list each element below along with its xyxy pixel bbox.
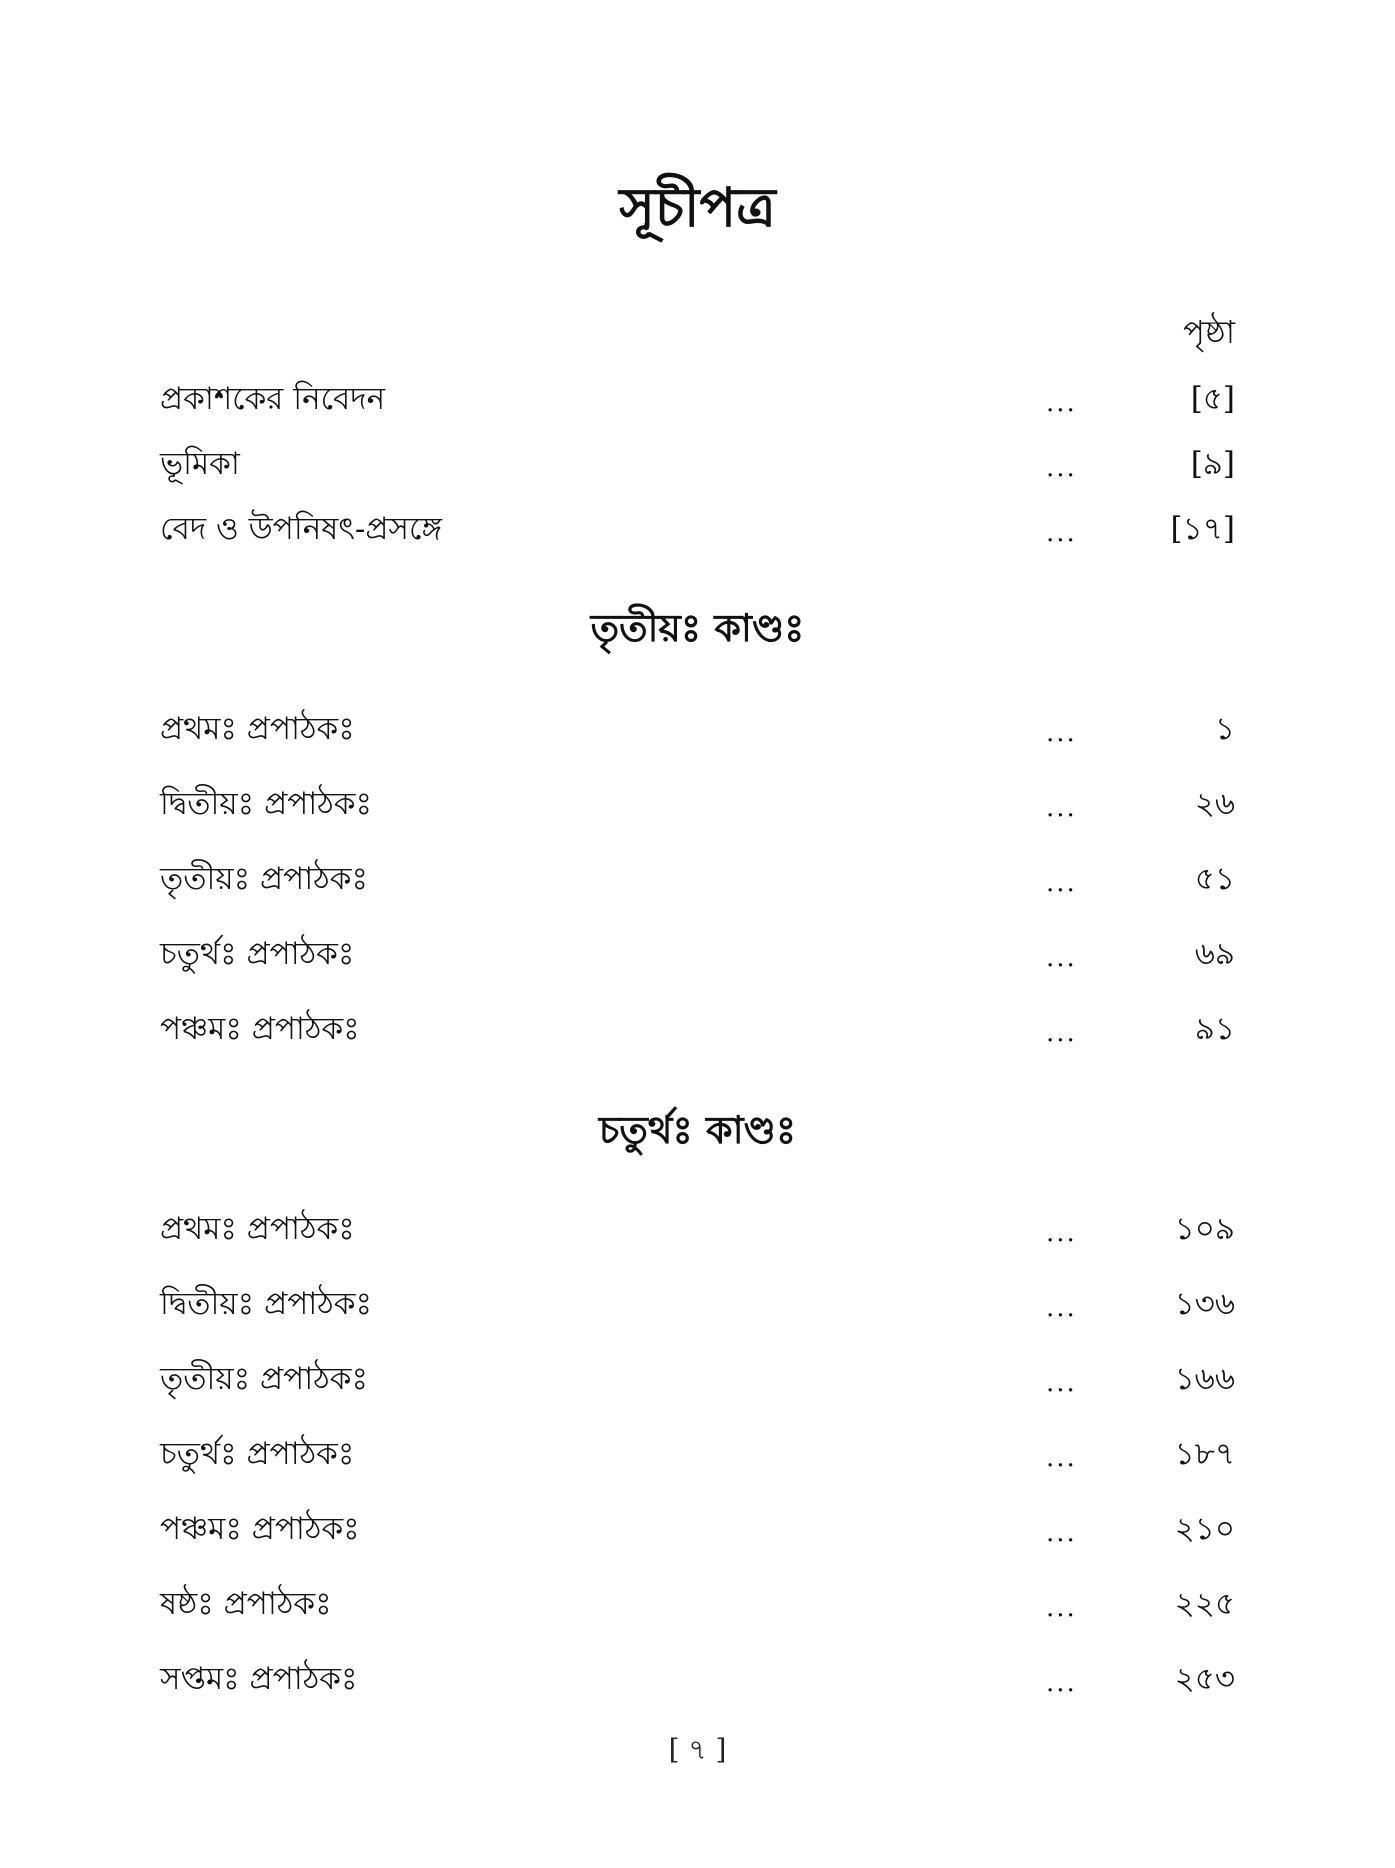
toc-leader-dots: ... [1046, 943, 1077, 973]
toc-entry [160, 1355, 1235, 1403]
toc-entry [160, 1205, 1235, 1253]
toc-entry [160, 1005, 1235, 1053]
toc-entry [160, 705, 1235, 753]
toc-leader-dots: ... [1046, 1593, 1077, 1623]
toc-entry-page: ১ [1214, 711, 1235, 747]
toc-entry-page: [৫] [1190, 381, 1235, 417]
toc-entry [160, 1430, 1235, 1478]
toc-entry-page: ১৩৬ [1174, 1286, 1235, 1322]
toc-entry [160, 505, 1235, 553]
section-heading: তৃতীয়ঃ কাণ্ডঃ [590, 605, 805, 650]
toc-entry-page: ২১০ [1174, 1511, 1235, 1547]
toc-entry [160, 930, 1235, 978]
toc-leader-dots: ... [1046, 1368, 1077, 1398]
toc-leader-dots: ... [1046, 1518, 1077, 1548]
section-heading: চতুর্থঃ কাণ্ডঃ [598, 1107, 797, 1152]
toc-entry-label: তৃতীয়ঃ প্রপাঠকঃ [160, 861, 368, 897]
toc-entry-label: ভূমিকা [160, 446, 240, 482]
toc-leader-dots: ... [1046, 1293, 1077, 1323]
toc-leader-dots: ... [1046, 1018, 1077, 1048]
toc-leader-dots: ... [1046, 453, 1077, 483]
toc-leader-dots: ... [1046, 1668, 1077, 1698]
toc-entry-page: ৯১ [1194, 1011, 1235, 1047]
toc-entry [160, 855, 1235, 903]
toc-entry [160, 440, 1235, 488]
toc-entry-page: ২৫৩ [1174, 1661, 1235, 1697]
toc-entry-label: দ্বিতীয়ঃ প্রপাঠকঃ [160, 786, 373, 822]
toc-entry-label: প্রথমঃ প্রপাঠকঃ [160, 1211, 355, 1247]
toc-entry-label: চতুর্থঃ প্রপাঠকঃ [160, 936, 355, 972]
toc-entry-label: পঞ্চমঃ প্রপাঠকঃ [160, 1011, 360, 1047]
page-title: সূচীপত্র [619, 175, 776, 239]
toc-entry-page: ১৮৭ [1174, 1436, 1235, 1472]
toc-leader-dots: ... [1046, 388, 1077, 418]
page-number-folio: [ ৭ ] [668, 1733, 727, 1766]
toc-entry-label: চতুর্থঃ প্রপাঠকঃ [160, 1436, 355, 1472]
toc-entry [160, 1280, 1235, 1328]
toc-entry-page: ১০৯ [1174, 1211, 1235, 1247]
toc-entry [160, 1580, 1235, 1628]
toc-entry-page: ২৬ [1194, 786, 1235, 822]
toc-entry-label: দ্বিতীয়ঃ প্রপাঠকঃ [160, 1286, 373, 1322]
toc-leader-dots: ... [1046, 1218, 1077, 1248]
toc-entry-label: সপ্তমঃ প্রপাঠকঃ [160, 1661, 358, 1697]
toc-entry-page: ৫১ [1194, 861, 1235, 897]
toc-entry [160, 1655, 1235, 1703]
toc-entry-label: তৃতীয়ঃ প্রপাঠকঃ [160, 1361, 368, 1397]
page-column-header: পৃষ্ঠা [1183, 313, 1235, 351]
toc-entry-page: ২২৫ [1174, 1586, 1235, 1622]
toc-entry [160, 780, 1235, 828]
toc-entry-page: ১৬৬ [1174, 1361, 1235, 1397]
toc-entry-page: [৯] [1190, 446, 1235, 482]
toc-entry-label: ষষ্ঠঃ প্রপাঠকঃ [160, 1586, 332, 1622]
toc-leader-dots: ... [1046, 718, 1077, 748]
toc-leader-dots: ... [1046, 868, 1077, 898]
toc-entry [160, 1505, 1235, 1553]
toc-entry-label: বেদ ও উপনিষৎ-প্রসঙ্গে [160, 511, 442, 547]
toc-entry-label: পঞ্চমঃ প্রপাঠকঃ [160, 1511, 360, 1547]
toc-entry [160, 375, 1235, 423]
toc-entry-label: প্রকাশকের নিবেদন [160, 381, 386, 417]
toc-entry-page: ৬৯ [1194, 936, 1235, 972]
toc-leader-dots: ... [1046, 1443, 1077, 1473]
toc-leader-dots: ... [1046, 518, 1077, 548]
toc-leader-dots: ... [1046, 793, 1077, 823]
toc-entry-page: [১৭] [1170, 511, 1235, 547]
toc-entry-label: প্রথমঃ প্রপাঠকঃ [160, 711, 355, 747]
